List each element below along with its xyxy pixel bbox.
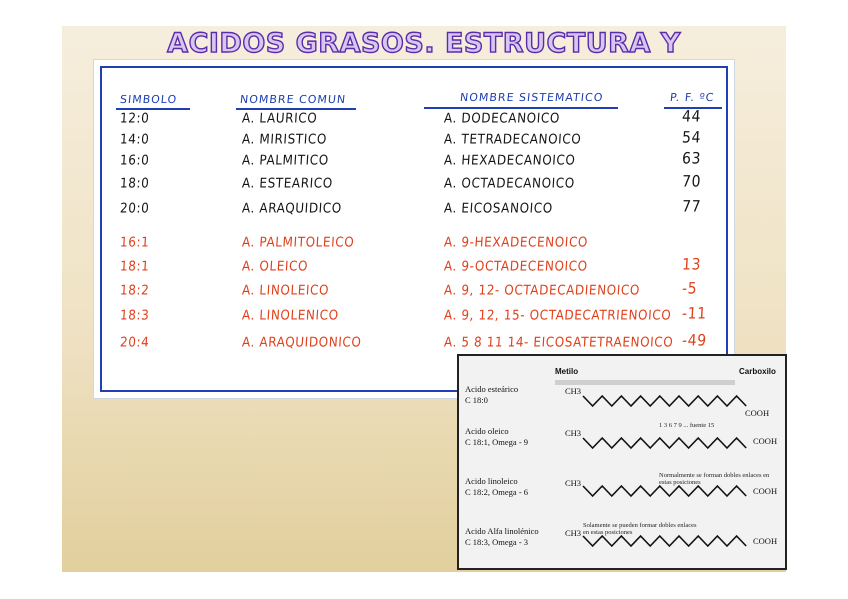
ch3-label: CH3 <box>565 428 582 438</box>
figure-acid-name: Acido linoleico <box>465 476 518 486</box>
cell-symbol: 18:1 <box>119 258 150 274</box>
carbon-chains <box>459 356 787 570</box>
carbon-chain-line <box>583 396 746 406</box>
ch3-label: CH3 <box>565 386 582 396</box>
carbon-chain-line <box>583 438 746 448</box>
handwritten-table <box>94 60 734 398</box>
figure-acid-code: C 18:2, Omega - 6 <box>465 487 529 497</box>
cell-melting-point: -49 <box>681 332 708 350</box>
cell-melting-point: -11 <box>681 305 708 323</box>
cell-melting-point: -5 <box>681 280 698 298</box>
cell-common-name: A. LINOLEICO <box>241 282 330 298</box>
carbon-chain-line <box>583 536 746 546</box>
figure-acid-name: Acido Alfa linolénico <box>465 526 539 536</box>
cell-symbol: 16:1 <box>119 234 150 250</box>
header-mp: P. F. ºC <box>669 91 716 104</box>
carboxyl-label: Carboxilo <box>739 367 776 376</box>
cell-common-name: A. LINOLENICO <box>241 307 340 323</box>
header-underline <box>424 107 618 109</box>
cell-systematic-name: A. EICOSANOICO <box>443 200 554 216</box>
cell-common-name: A. ARAQUIDONICO <box>241 334 362 350</box>
cell-symbol: 18:3 <box>119 307 150 323</box>
cell-common-name: A. OLEICO <box>241 258 309 274</box>
cell-systematic-name: A. OCTADECANOICO <box>443 175 576 191</box>
cooh-label: COOH <box>745 408 770 418</box>
cell-melting-point: 54 <box>681 129 702 147</box>
cell-systematic-name: A. DODECANOICO <box>443 110 561 126</box>
figure-acid-code: C 18:0 <box>465 395 488 405</box>
cell-melting-point: 63 <box>681 150 702 168</box>
header-systematic: NOMBRE SISTEMATICO <box>459 91 605 104</box>
cell-symbol: 20:4 <box>119 334 150 350</box>
cell-common-name: A. ARAQUIDICO <box>241 200 343 216</box>
cell-symbol: 12:0 <box>119 110 150 126</box>
cell-symbol: 18:2 <box>119 282 150 298</box>
cell-systematic-name: A. 9, 12- OCTADECADIENOICO <box>443 282 641 298</box>
cell-systematic-name: A. TETRADECANOICO <box>443 131 582 147</box>
cell-melting-point: 70 <box>681 173 702 191</box>
cell-symbol: 20:0 <box>119 200 150 216</box>
figure-annotation: Normalmente se forman dobles enlaces en estas posiciones <box>659 472 770 486</box>
header-symbol: SIMBOLO <box>119 93 178 106</box>
cell-common-name: A. MIRISTICO <box>241 131 328 147</box>
cell-systematic-name: A. 9-OCTADECENOICO <box>443 258 589 274</box>
figure-acid-name: Acido oleico <box>465 426 509 436</box>
cell-symbol: 16:0 <box>119 152 150 168</box>
ch3-label: CH3 <box>565 478 582 488</box>
figure-acid-name: Acido esteárico <box>465 384 519 394</box>
cell-systematic-name: A. 9-HEXADECENOICO <box>443 234 589 250</box>
cell-melting-point: 13 <box>681 256 702 274</box>
cell-symbol: 18:0 <box>119 175 150 191</box>
cooh-label: COOH <box>753 536 778 546</box>
slide-title: ACIDOS GRASOS. ESTRUCTURA Y <box>167 28 681 59</box>
cell-symbol: 14:0 <box>119 131 150 147</box>
cell-systematic-name: A. 9, 12, 15- OCTADECATRIENOICO <box>443 307 672 323</box>
cell-systematic-name: A. 5 8 11 14- EICOSATETRAENOICO <box>443 334 674 350</box>
ch3-label: CH3 <box>565 528 582 538</box>
cell-common-name: A. ESTEARICO <box>241 175 334 191</box>
cell-melting-point: 44 <box>681 108 702 126</box>
carbon-chain-line <box>583 486 746 496</box>
cooh-label: COOH <box>753 436 778 446</box>
cell-common-name: A. PALMITOLEICO <box>241 234 355 250</box>
cell-melting-point: 77 <box>681 198 702 216</box>
cell-systematic-name: A. HEXADECANOICO <box>443 152 576 168</box>
cell-common-name: A. PALMITICO <box>241 152 330 168</box>
figure-acid-code: C 18:1, Omega - 9 <box>465 437 529 447</box>
figure-annotation: Solamente se pueden formar dobles enlaces en estas posiciones <box>583 522 697 536</box>
figure-acid-code: C 18:3, Omega - 3 <box>465 537 529 547</box>
header-common: NOMBRE COMUN <box>239 93 347 106</box>
cooh-label: COOH <box>753 486 778 496</box>
fatty-acid-structures-figure <box>457 354 787 570</box>
cell-common-name: A. LAURICO <box>241 110 318 126</box>
methyl-label: Metilo <box>555 367 579 376</box>
figure-annotation: 1 3 6 7 9 ... fuente 15 <box>659 422 715 429</box>
